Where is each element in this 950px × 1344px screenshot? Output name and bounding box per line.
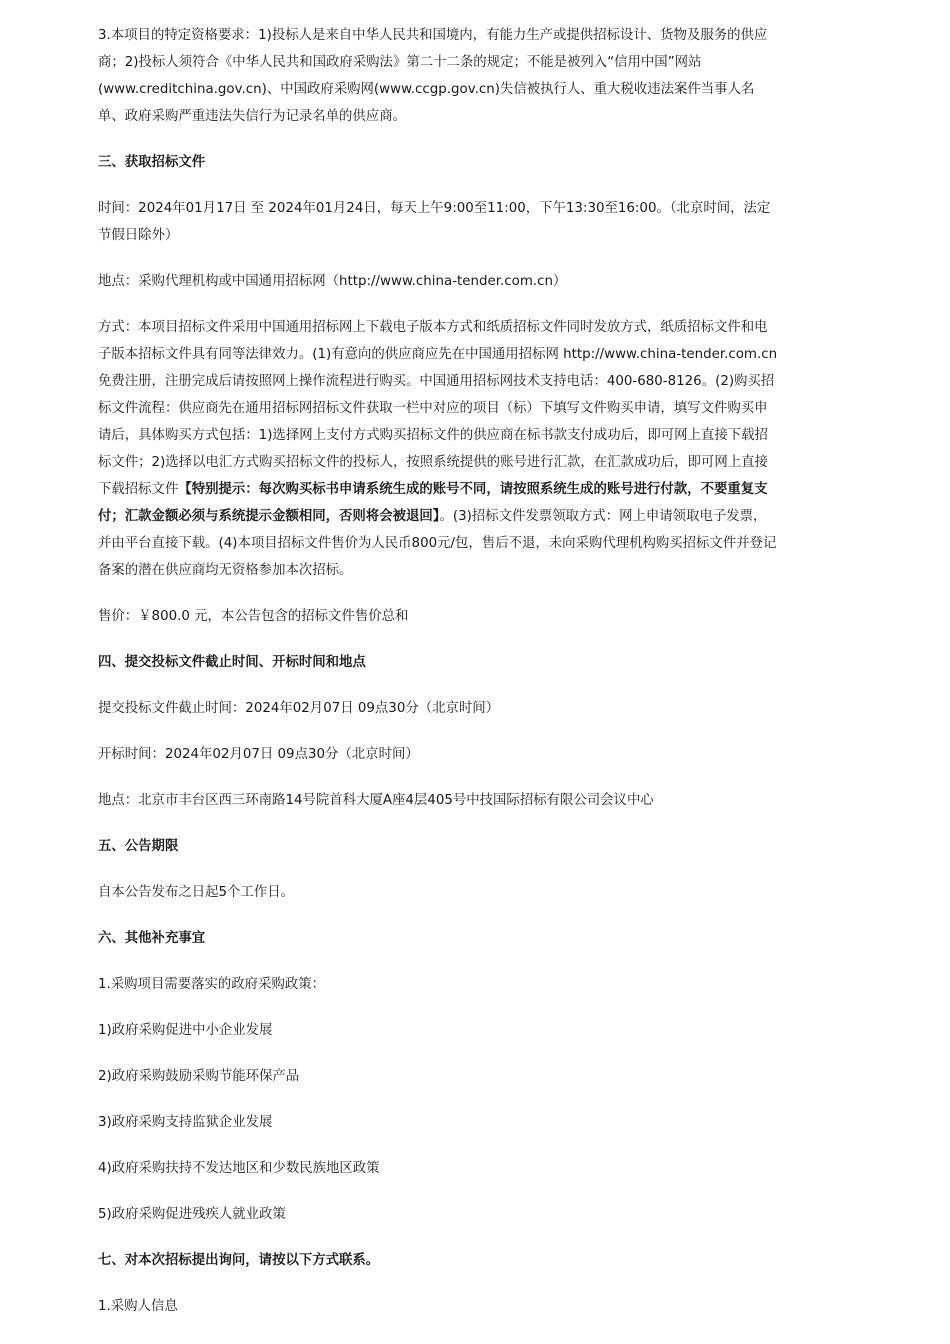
policy-intro: 1.采购项目需要落实的政府采购政策：: [98, 977, 326, 992]
policy-item: 2)政府采购鼓励采购节能环保产品: [98, 1069, 300, 1084]
policy-item: 5)政府采购促进残疾人就业政策: [98, 1207, 286, 1222]
policy-item: 3)政府采购支持监狱企业发展: [98, 1115, 273, 1130]
acquire-place: 地点：采购代理机构或中国通用招标网（http://www.china-tender.com.cn）: [98, 274, 567, 289]
opening-location: 地点：北京市丰台区西三环南路14号院首科大厦A座4层405号中技国际招标有限公司会议中心: [98, 793, 654, 808]
special-notice: 【特别提示：每次购买标书申请系统生成的账号不同，请按照系统生成的账号进行付款，不要重复支付；汇款金额必须与系统提示金额相同，否则将会被退回】: [98, 482, 768, 524]
policy-item: 1)政府采购促进中小企业发展: [98, 1023, 273, 1038]
acquire-method: [98, 314, 778, 584]
section-3-heading: 三、获取招标文件: [98, 155, 206, 170]
section-4-heading: 四、提交投标文件截止时间、开标时间和地点: [98, 655, 366, 670]
opening-time: 开标时间：2024年02月07日 09点30分（北京时间）: [98, 747, 419, 762]
document-price: 售价：￥800.0 元，本公告包含的招标文件售价总和: [98, 609, 409, 624]
acquire-method-text-1: 方式：本项目招标文件采用中国通用招标网上下载电子版本方式和纸质招标文件同时发放方式，纸质招标文件和电子版本招标文件具有同等法律效力。(1)有意向的供应商应先在中国通用招标网 http://www.china-tender.com.cn 免费注册，注册完成后请按照网上操作流程进行购买。中国通用招标网技术支持电话：400-680-8126。(2)购买招标文件流程：供应商先在通用招标网招标文件获取一栏中对应的项目（标）下填写文件购买申请，填写文件购买申请后，具体购买方式包括：1)选择网上支付方式购买招标文件的供应商在标书款支付成功后，即可网上直接下载招标文件；2)选择以电汇方式购买招标文件的投标人，按照系统提供的账号进行汇款，在汇款成功后，即可网上直接下载招标文件: [98, 320, 778, 497]
section-5-heading: 五、公告期限: [98, 839, 179, 854]
notice-period: 自本公告发布之日起5个工作日。: [98, 885, 294, 900]
submission-deadline: 提交投标文件截止时间：2024年02月07日 09点30分（北京时间）: [98, 701, 500, 716]
qualification-paragraph: 3.本项目的特定资格要求：1)投标人是来自中华人民共和国境内，有能力生产或提供招标设计、货物及服务的供应商；2)投标人须符合《中华人民共和国政府采购法》第二十二条的规定；不能是被列入“信用中国”网站(www.creditchina.gov.cn)、中国政府采购网(www.ccgp.gov.cn)失信被执行人、重大税收违法案件当事人名单、政府采购严重违法失信行为记录名单的供应商。: [98, 28, 768, 124]
section-7-heading: 七、对本次招标提出询问，请按以下方式联系。: [98, 1253, 380, 1268]
acquire-method-text-2: 。(3)招标文件发票领取方式：网上申请领取电子发票，并由平台直接下载。(4)本项目招标文件售价为人民币800元/包，售后不退，未向采购代理机构购买招标文件并登记备案的潜在供应商均无资格参加本次招标。: [98, 509, 777, 578]
purchaser-info-label: 1.采购人信息: [98, 1299, 178, 1314]
section-6-heading: 六、其他补充事宜: [98, 931, 206, 946]
acquire-time: 时间：2024年01月17日 至 2024年01月24日，每天上午9:00至11:00，下午13:30至16:00。（北京时间，法定节假日除外）: [98, 201, 771, 243]
policy-item: 4)政府采购扶持不发达地区和少数民族地区政策: [98, 1161, 380, 1176]
